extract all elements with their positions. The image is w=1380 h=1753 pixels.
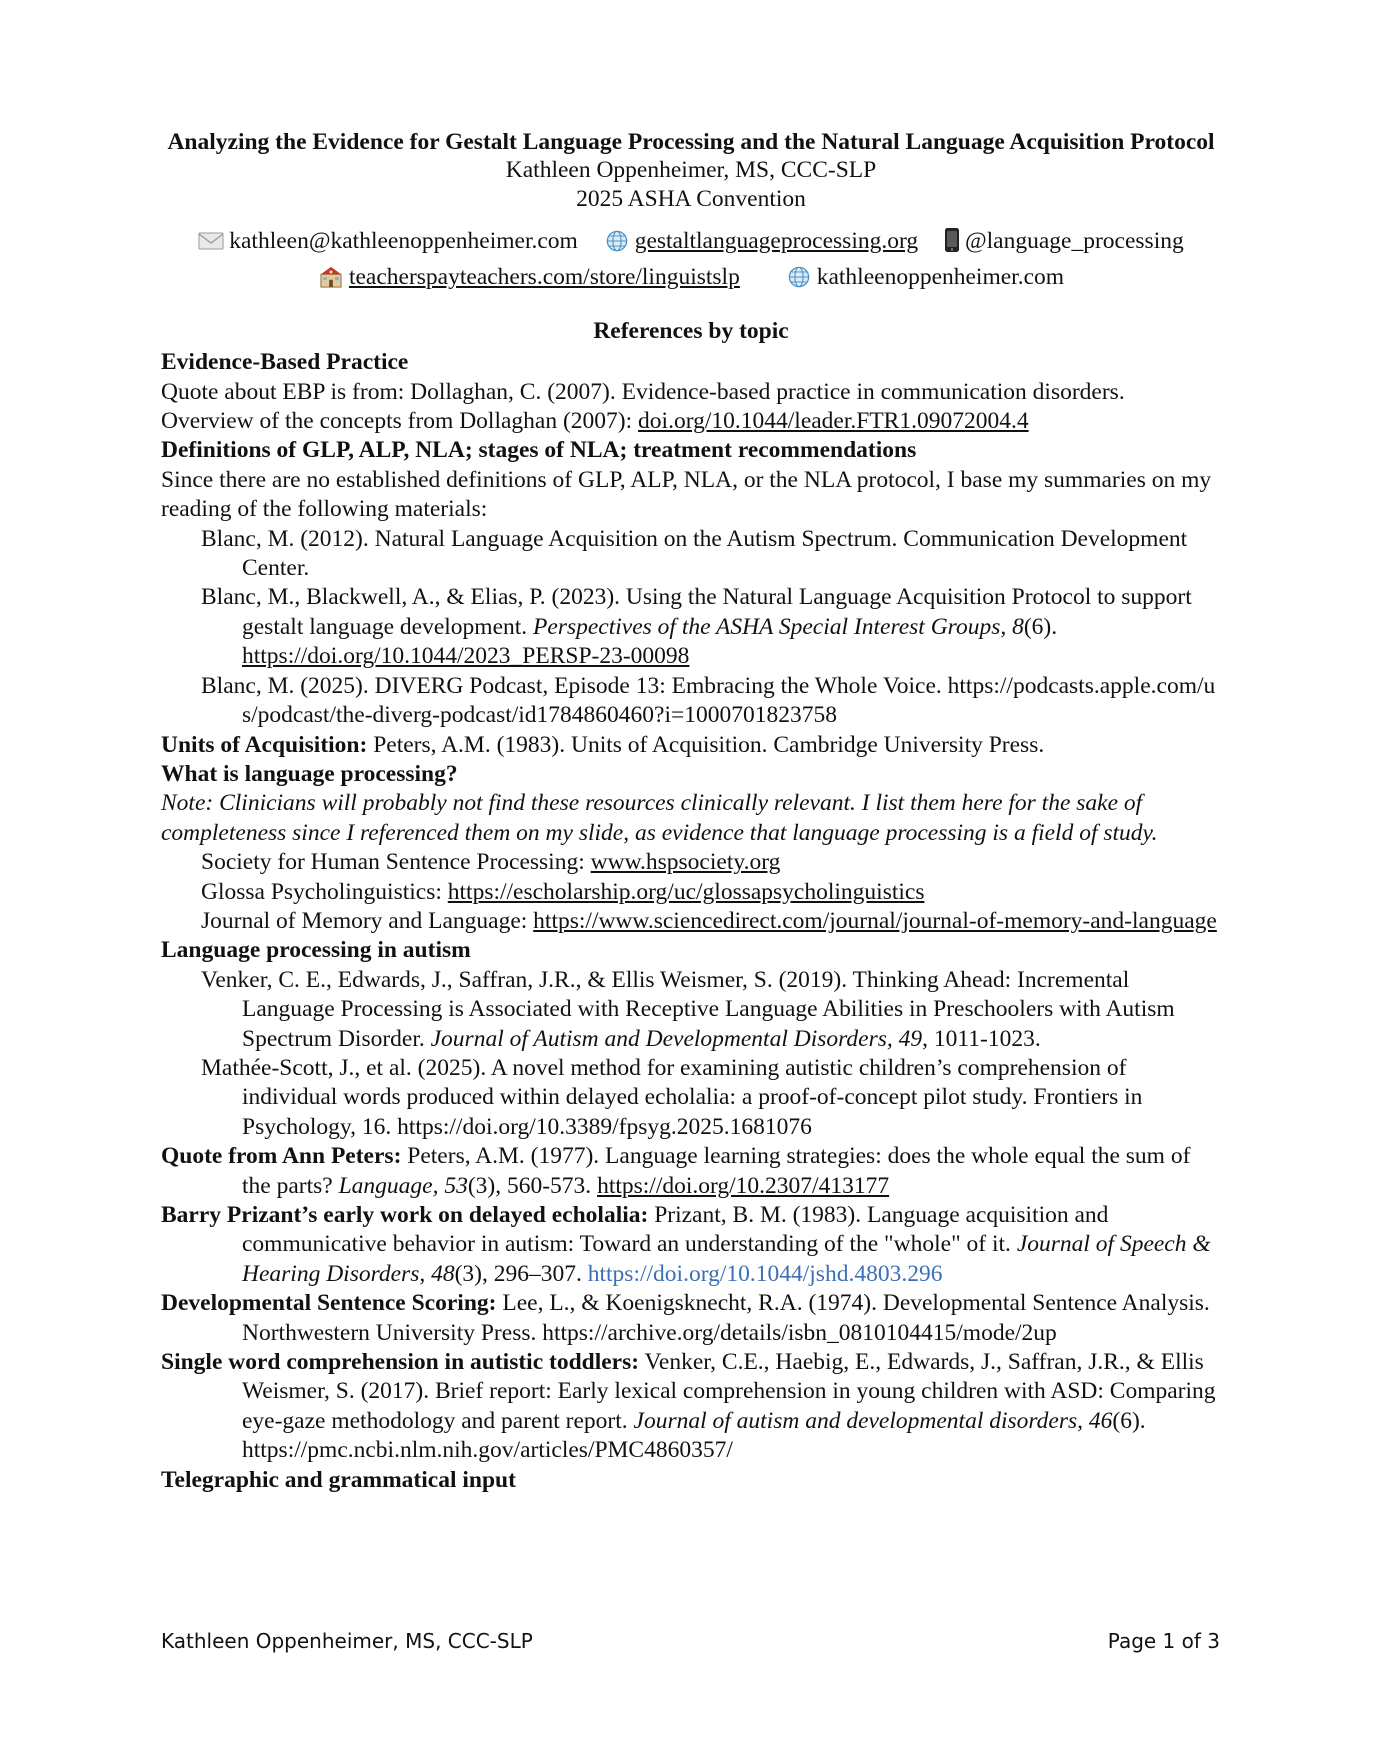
store-link[interactable]: teacherspayteachers.com/store/linguistslp	[348, 263, 740, 290]
prizant-journal: Journal of Speech & Hearing Disorders, 48	[242, 1231, 1211, 1287]
store-contact[interactable]	[318, 264, 746, 290]
dss-label: Developmental Sentence Scoring:	[161, 1290, 497, 1317]
defs-ref-2	[161, 583, 1221, 671]
prizant-issue: (3), 296–307.	[454, 1260, 588, 1287]
lp-heading: What is language processing?	[161, 760, 458, 787]
lpa-ref-1-journal: Journal of Autism and Developmental Disorders, 49	[430, 1025, 923, 1052]
site1-contact[interactable]	[604, 228, 924, 254]
peters-issue: (3), 560-573.	[467, 1172, 598, 1199]
defs-intro: Since there are no established definitions of GLP, ALP, NLA, or the NLA protocol, I base my summaries on my reading of the following materials:	[161, 466, 1212, 523]
defs-ref-1: Blanc, M. (2012). Natural Language Acquisition on the Autism Spectrum. Communication Development Center.	[201, 525, 1188, 582]
peters-text: Peters, A.M. (1977). Language learning strategies: does the whole equal the sum of the parts?	[242, 1143, 1191, 1199]
peters-ref	[161, 1142, 1221, 1201]
lpa-ref-2: Mathée-Scott, J., et al. (2025). A novel method for examining autistic children’s comprehension of individual words produced within delayed echolalia: a proof-of-concept pilot study. Frontiers in Psychology, 16. https://doi.org/10.3389/fpsyg.2025.1681076	[201, 1054, 1143, 1140]
swc-journal: Journal of autism and developmental disorders, 46	[633, 1407, 1113, 1434]
social-contact[interactable]	[944, 228, 1184, 254]
contact-row-1	[161, 221, 1221, 261]
tgi-heading: Telegraphic and grammatical input	[161, 1466, 516, 1493]
swc-label: Single word comprehension in autistic toddlers:	[161, 1349, 640, 1376]
ebp-heading: Evidence-Based Practice	[161, 349, 409, 376]
lp-resource-1-link[interactable]: www.hspsociety.org	[590, 849, 781, 876]
prizant-ref	[161, 1201, 1221, 1289]
prizant-link[interactable]: https://doi.org/10.1044/jshd.4803.296	[587, 1260, 943, 1287]
swc-ref	[161, 1348, 1221, 1466]
mobile-phone-icon	[944, 227, 960, 253]
event-line: 2025 ASHA Convention	[576, 186, 806, 213]
lp-resource-2-link[interactable]: https://escholarship.org/uc/glossapsycholinguistics	[447, 878, 925, 905]
document-body	[161, 128, 1221, 1495]
ebp-line-2	[161, 407, 1221, 436]
globe-icon	[604, 230, 630, 252]
globe-icon	[786, 266, 812, 288]
site2-text: kathleenoppenheimer.com	[816, 263, 1065, 290]
envelope-icon	[198, 230, 224, 252]
dss-ref	[161, 1289, 1221, 1348]
author-line: Kathleen Oppenheimer, MS, CCC-SLP	[505, 157, 877, 183]
references-heading: References by topic	[593, 317, 789, 344]
lp-resource-2-label: Glossa Psycholinguistics:	[201, 878, 448, 905]
defs-ref-2-link[interactable]: https://doi.org/10.1044/2023_PERSP-23-00098	[242, 643, 690, 670]
lpa-ref-1	[161, 966, 1221, 1054]
ebp-line-1: Quote about EBP is from: Dollaghan, C. (2007). Evidence-based practice in communication disorders.	[161, 378, 1125, 405]
school-icon	[318, 266, 344, 288]
contact-row-2	[161, 257, 1221, 297]
social-text: @language_processing	[965, 227, 1184, 254]
ebp-doi-link[interactable]: doi.org/10.1044/leader.FTR1.09072004.4	[638, 408, 1029, 435]
footer-page-number: Page 1 of 3	[1107, 1629, 1220, 1653]
lp-resource-3	[161, 907, 1221, 936]
lpa-heading: Language processing in autism	[161, 937, 471, 964]
lp-resource-2	[161, 878, 1221, 907]
prizant-text: Prizant, B. M. (1983). Language acquisition and communicative behavior in autism: Toward an understanding of the "whole" of it.	[242, 1202, 1109, 1258]
defs-ref-2-journal: Perspectives of the ASHA Special Interest Groups, 8	[533, 613, 1024, 640]
swc-text: Venker, C.E., Haebig, E., Edwards, J., Saffran, J.R., & Ellis Weismer, S. (2017). Brief report: Early lexical comprehension in young children with ASD: Comparing eye-gaze methodology and parent report.	[242, 1349, 1216, 1434]
defs-ref-3: Blanc, M. (2025). DIVERG Podcast, Episode 13: Embracing the Whole Voice. https://podcasts.apple.com/us/podcast/the-diverg-podcast/id1784860460?i=1000701823758	[201, 672, 1216, 729]
defs-ref-2-issue: (6).	[1023, 613, 1058, 640]
units-label: Units of Acquisition:	[161, 731, 368, 758]
lp-resource-3-link[interactable]: https://www.sciencedirect.com/journal/journal-of-memory-and-language	[533, 907, 1217, 934]
lp-note: Note: Clinicians will probably not find these resources clinically relevant. I list them here for the sake of completeness since I referenced them on my slide, as evidence that language processing is a field of study.	[161, 790, 1158, 846]
email-contact[interactable]	[198, 228, 583, 254]
lp-resource-1-label: Society for Human Sentence Processing:	[201, 849, 591, 876]
lp-resource-1	[161, 848, 1221, 877]
swc-issue: (6). https://pmc.ncbi.nlm.nih.gov/articles/PMC4860357/	[242, 1407, 1146, 1464]
footer-author: Kathleen Oppenheimer, MS, CCC-SLP	[161, 1629, 533, 1653]
lpa-ref-1-text: Venker, C. E., Edwards, J., Saffran, J.R., & Ellis Weismer, S. (2019). Thinking Ahead: Incremental Language Processing is Associated with Receptive Language Abilities in Preschoolers with Autism Spectrum Disorder.	[201, 966, 1175, 1052]
peters-label: Quote from Ann Peters:	[161, 1143, 402, 1170]
lpa-ref-1-pages: , 1011-1023.	[922, 1025, 1041, 1052]
prizant-label: Barry Prizant’s early work on delayed echolalia:	[161, 1202, 649, 1228]
peters-journal: Language, 53	[338, 1172, 468, 1199]
defs-heading: Definitions of GLP, ALP, NLA; stages of NLA; treatment recommendations	[161, 437, 917, 464]
lp-resource-3-label: Journal of Memory and Language:	[201, 907, 534, 934]
dss-text: Lee, L., & Koenigsknecht, R.A. (1974). Developmental Sentence Analysis. Northwestern University Press. https://archive.org/details/isbn_0810104415/mode/2up	[242, 1290, 1210, 1346]
site2-contact[interactable]	[786, 264, 1064, 290]
units-line	[161, 731, 1221, 760]
defs-ref-2-text: Blanc, M., Blackwell, A., & Elias, P. (2023). Using the Natural Language Acquisition Protocol to support gestalt language development.	[201, 584, 1192, 640]
document-title: Analyzing the Evidence for Gestalt Language Processing and the Natural Language Acquisition Protocol	[167, 129, 1215, 155]
units-text: Peters, A.M. (1983). Units of Acquisition. Cambridge University Press.	[367, 731, 1045, 758]
peters-link[interactable]: https://doi.org/10.2307/413177	[597, 1172, 890, 1199]
ebp-line-2-prefix: Overview of the concepts from Dollaghan (2007):	[161, 408, 639, 435]
email-text: kathleen@kathleenoppenheimer.com	[229, 227, 578, 254]
site1-link[interactable]: gestaltlanguageprocessing.org	[634, 227, 919, 254]
